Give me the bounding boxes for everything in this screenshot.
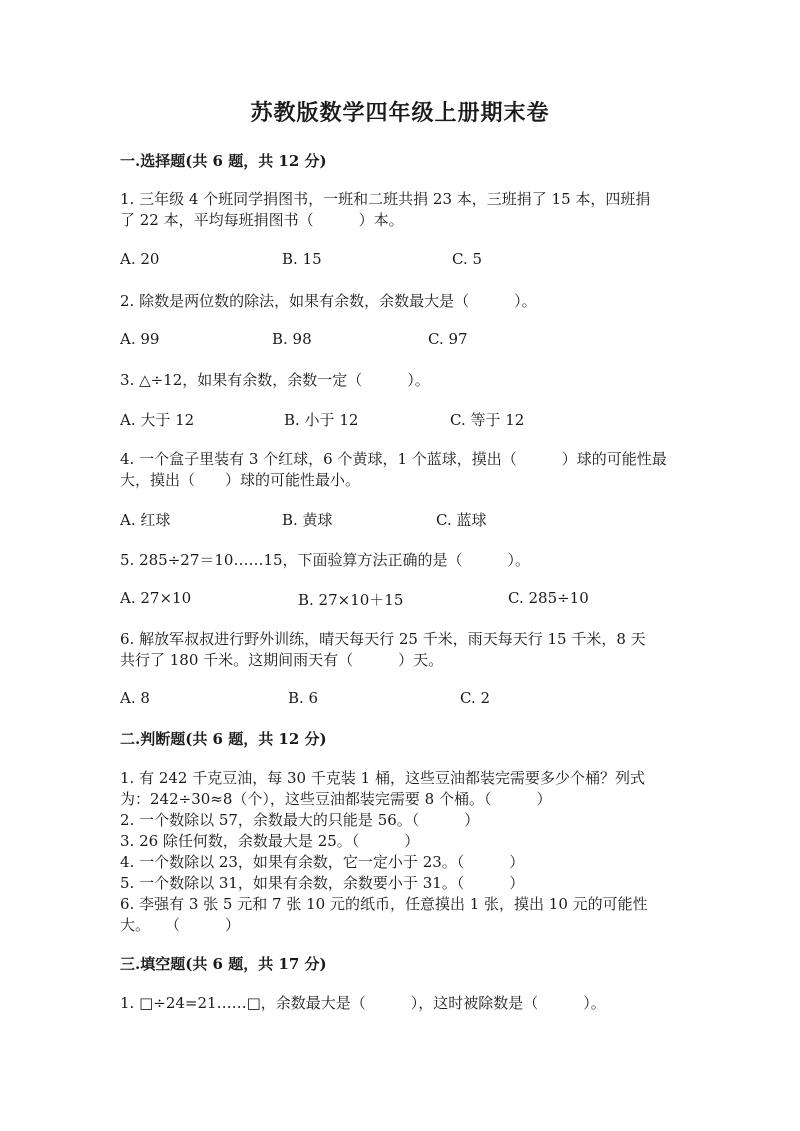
question-6-options xyxy=(120,689,720,709)
option-b: B. 15 xyxy=(282,250,322,268)
judge-line-5: 4. 一个数除以 23，如果有余数，它一定小于 23。（ ） xyxy=(120,853,525,871)
judge-line-6: 5. 一个数除以 31，如果有余数，余数要小于 31。（ ） xyxy=(120,874,525,892)
option-b: B. 黄球 xyxy=(282,511,333,529)
judge-line-2: 为：242÷30≈8（个），这些豆油都装完需要 8 个桶。（ ） xyxy=(120,790,552,808)
question-1-line-1: 1. 三年级 4 个班同学捐图书，一班和二班共捐 23 本，三班捐了 15 本，四班捐 xyxy=(120,190,651,208)
option-a: A. 99 xyxy=(120,330,160,348)
option-b: B. 27×10＋15 xyxy=(298,591,404,609)
option-b: B. 小于 12 xyxy=(284,411,359,429)
question-5-line-1: 5. 285÷27＝10……15，下面验算方法正确的是（ ）。 xyxy=(120,551,531,569)
question-2-options xyxy=(120,330,720,350)
section-heading-fill: 三.填空题(共 6 题，共 17 分) xyxy=(120,955,327,973)
judge-line-1: 1. 有 242 千克豆油，每 30 千克装 1 桶，这些豆油都装完需要多少个桶？列式 xyxy=(120,769,645,787)
page-title: 苏教版数学四年级上册期末卷 xyxy=(250,100,550,126)
option-a: A. 红球 xyxy=(120,511,171,529)
option-c: C. 蓝球 xyxy=(436,511,487,529)
judge-line-7: 6. 李强有 3 张 5 元和 7 张 10 元的纸币，任意摸出 1 张，摸出 10 元的可能性 xyxy=(120,895,648,913)
option-b: B. 98 xyxy=(272,330,312,348)
question-6-line-1: 6. 解放军叔叔进行野外训练，晴天每天行 25 千米，雨天每天行 15 千米，8 天 xyxy=(120,630,646,648)
option-a: A. 27×10 xyxy=(120,589,192,607)
question-3-line-1: 3. △÷12，如果有余数，余数一定（ ）。 xyxy=(120,371,430,389)
option-c: C. 5 xyxy=(452,250,483,268)
judge-line-4: 3. 26 除任何数，余数最大是 25。（ ） xyxy=(120,832,420,850)
judge-line-3: 2. 一个数除以 57，余数最大的只能是 56。（ ） xyxy=(120,811,480,829)
question-1-options xyxy=(120,250,720,270)
section-heading-choice: 一.选择题(共 6 题，共 12 分) xyxy=(120,152,327,170)
question-6-line-2: 共行了 180 千米。这期间雨天有（ ）天。 xyxy=(120,651,444,669)
question-5-options xyxy=(120,589,720,609)
question-1-line-2: 了 22 本，平均每班捐图书（ ）本。 xyxy=(120,211,404,229)
question-4-options xyxy=(120,509,720,529)
option-c: C. 2 xyxy=(460,689,491,707)
question-3-options xyxy=(120,409,720,429)
option-b: B. 6 xyxy=(288,689,319,707)
option-a: A. 8 xyxy=(120,689,150,707)
option-a: A. 20 xyxy=(120,250,160,268)
question-4-line-1: 4. 一个盒子里装有 3 个红球，6 个黄球，1 个蓝球，摸出（ ）球的可能性最 xyxy=(120,450,667,468)
fill-line-1: 1. □÷24=21……□，余数最大是（ ），这时被除数是（ ）。 xyxy=(120,994,606,1012)
option-a: A. 大于 12 xyxy=(120,411,195,429)
section-heading-judge: 二.判断题(共 6 题，共 12 分) xyxy=(120,730,327,748)
option-c: C. 等于 12 xyxy=(450,411,525,429)
judge-line-8: 大。 （ ） xyxy=(120,916,241,934)
option-c: C. 97 xyxy=(428,330,468,348)
option-c: C. 285÷10 xyxy=(508,589,589,607)
question-4-line-2: 大，摸出（ ）球的可能性最小。 xyxy=(120,471,361,489)
question-2-line-1: 2. 除数是两位数的除法，如果有余数，余数最大是（ ）。 xyxy=(120,292,537,310)
